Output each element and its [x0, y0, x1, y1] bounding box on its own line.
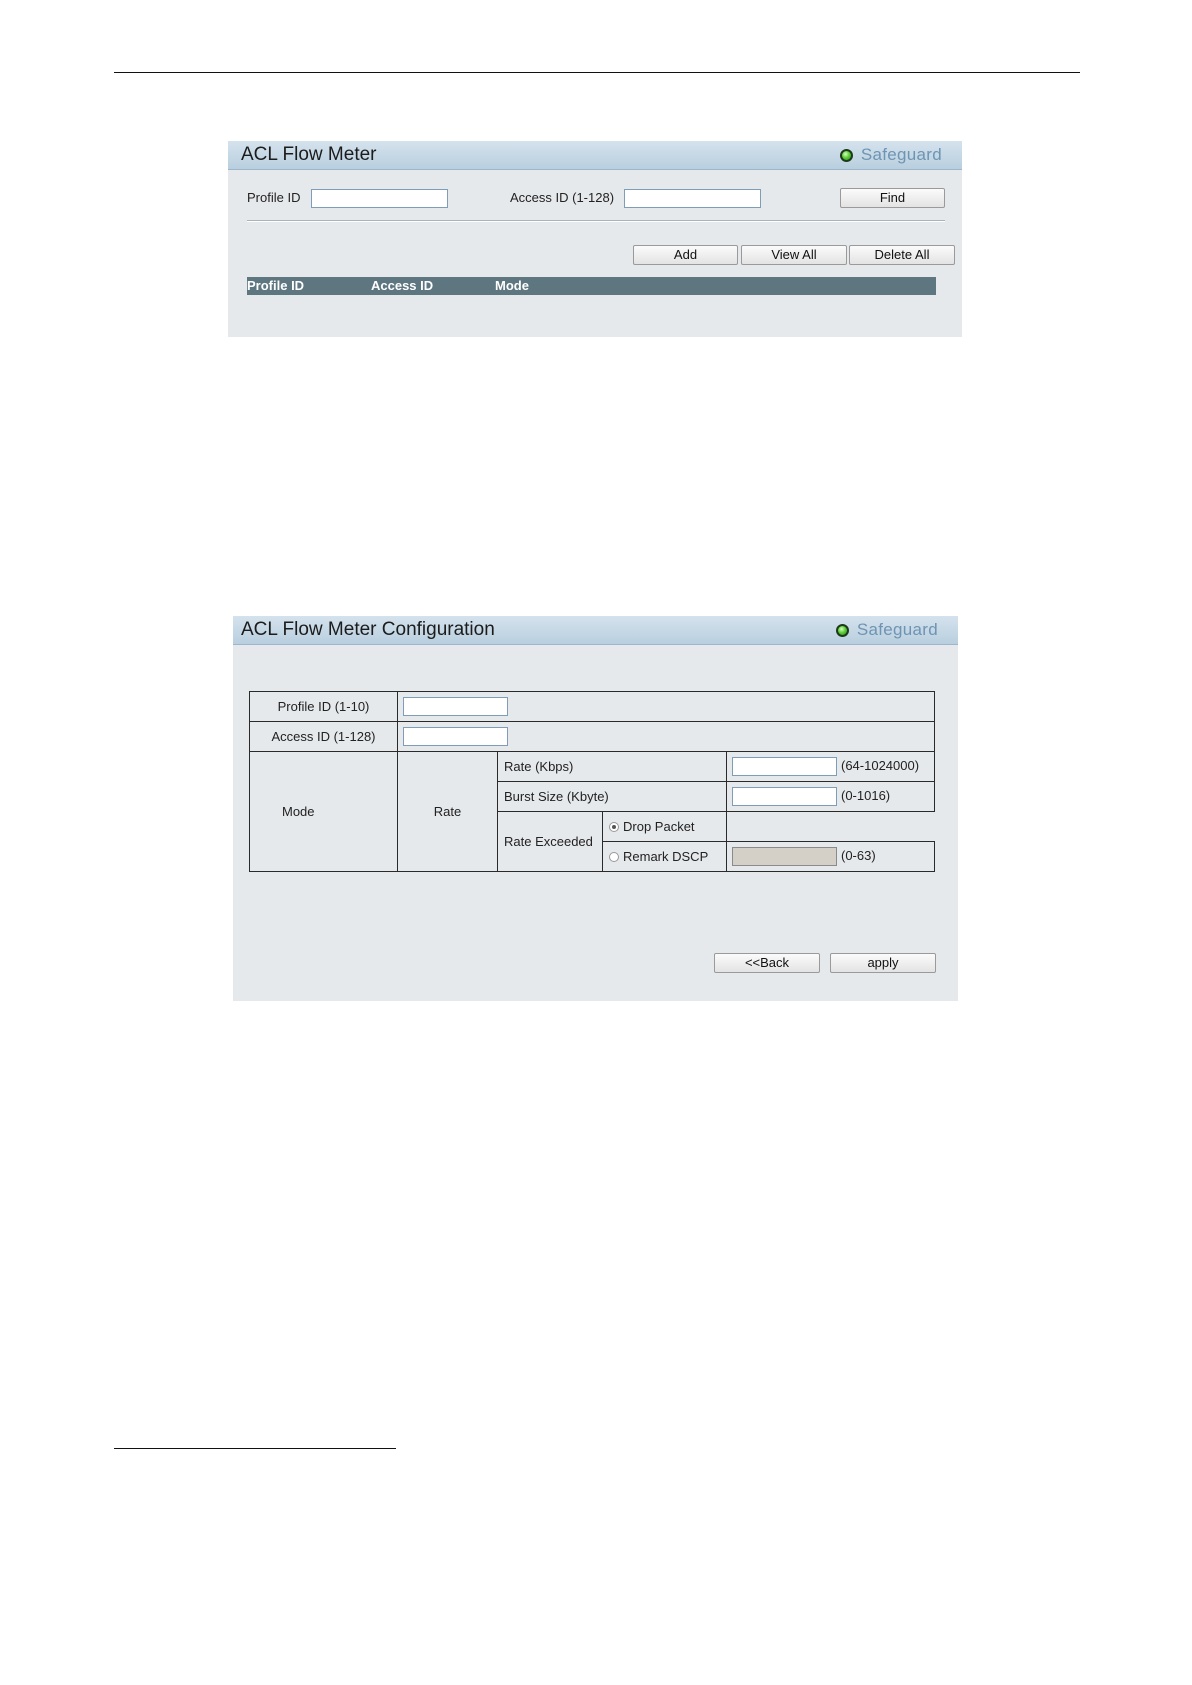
rate-label: Rate [398, 752, 498, 872]
access-id-input[interactable] [624, 189, 761, 208]
footnote-rule [114, 1448, 396, 1449]
profile-id-input[interactable] [311, 189, 448, 208]
access-id-input[interactable] [403, 727, 508, 746]
rate-kbps-cell [727, 752, 935, 782]
find-button[interactable]: Find [840, 188, 945, 208]
profile-id-label: Profile ID (1-10) [250, 692, 398, 722]
flow-meter-config-table [249, 691, 935, 872]
profile-id-label: Profile ID [247, 190, 301, 205]
acl-flow-meter-config-panel [233, 616, 958, 1001]
rate-kbps-range: (64-1024000) [841, 757, 920, 773]
panel-title: ACL Flow Meter [241, 144, 377, 165]
column-mode: Mode [495, 278, 529, 293]
remark-dscp-label: Remark DSCP [623, 849, 709, 864]
view-all-button[interactable]: View All [741, 245, 847, 265]
remark-dscp-option[interactable] [603, 842, 727, 872]
profile-id-input[interactable] [403, 697, 508, 716]
column-access-id: Access ID [371, 278, 434, 293]
remark-dscp-cell [727, 842, 935, 872]
apply-button[interactable]: apply [830, 953, 936, 973]
mode-label [250, 752, 398, 872]
panel-title: ACL Flow Meter Configuration [241, 619, 495, 640]
flow-meter-table-header [247, 277, 936, 295]
safeguard-led-icon [840, 149, 853, 162]
rate-kbps-label: Rate (Kbps) [498, 752, 727, 782]
access-id-label: Access ID (1-128) [510, 190, 615, 205]
column-profile-id: Profile ID [247, 278, 305, 293]
mode-label-text: Mode [282, 804, 315, 819]
burst-size-label: Burst Size (Kbyte) [498, 782, 727, 812]
safeguard-indicator [840, 145, 942, 165]
empty-cell [727, 812, 935, 842]
remark-dscp-radio[interactable] [609, 852, 619, 862]
safeguard-label: Safeguard [860, 145, 942, 164]
acl-flow-meter-panel [228, 141, 962, 337]
delete-all-button[interactable]: Delete All [849, 245, 955, 265]
drop-packet-option[interactable] [603, 812, 727, 842]
safeguard-indicator [836, 620, 938, 640]
separator [247, 220, 945, 222]
burst-size-range: (0-1016) [841, 787, 891, 803]
remark-dscp-input[interactable] [732, 847, 837, 866]
back-button[interactable]: <<Back [714, 953, 820, 973]
panel-header [233, 616, 958, 645]
safeguard-led-icon [836, 624, 849, 637]
burst-size-input[interactable] [732, 787, 837, 806]
rate-exceeded-label: Rate Exceeded [498, 812, 603, 872]
page-header-rule [114, 72, 1080, 73]
panel-header [228, 141, 962, 170]
access-id-label: Access ID (1-128) [250, 722, 398, 752]
add-button[interactable]: Add [633, 245, 738, 265]
drop-packet-label: Drop Packet [623, 819, 695, 834]
remark-dscp-range: (0-63) [841, 847, 876, 863]
drop-packet-radio[interactable] [609, 822, 619, 832]
rate-kbps-input[interactable] [732, 757, 837, 776]
safeguard-label: Safeguard [856, 620, 938, 639]
burst-size-cell [727, 782, 935, 812]
